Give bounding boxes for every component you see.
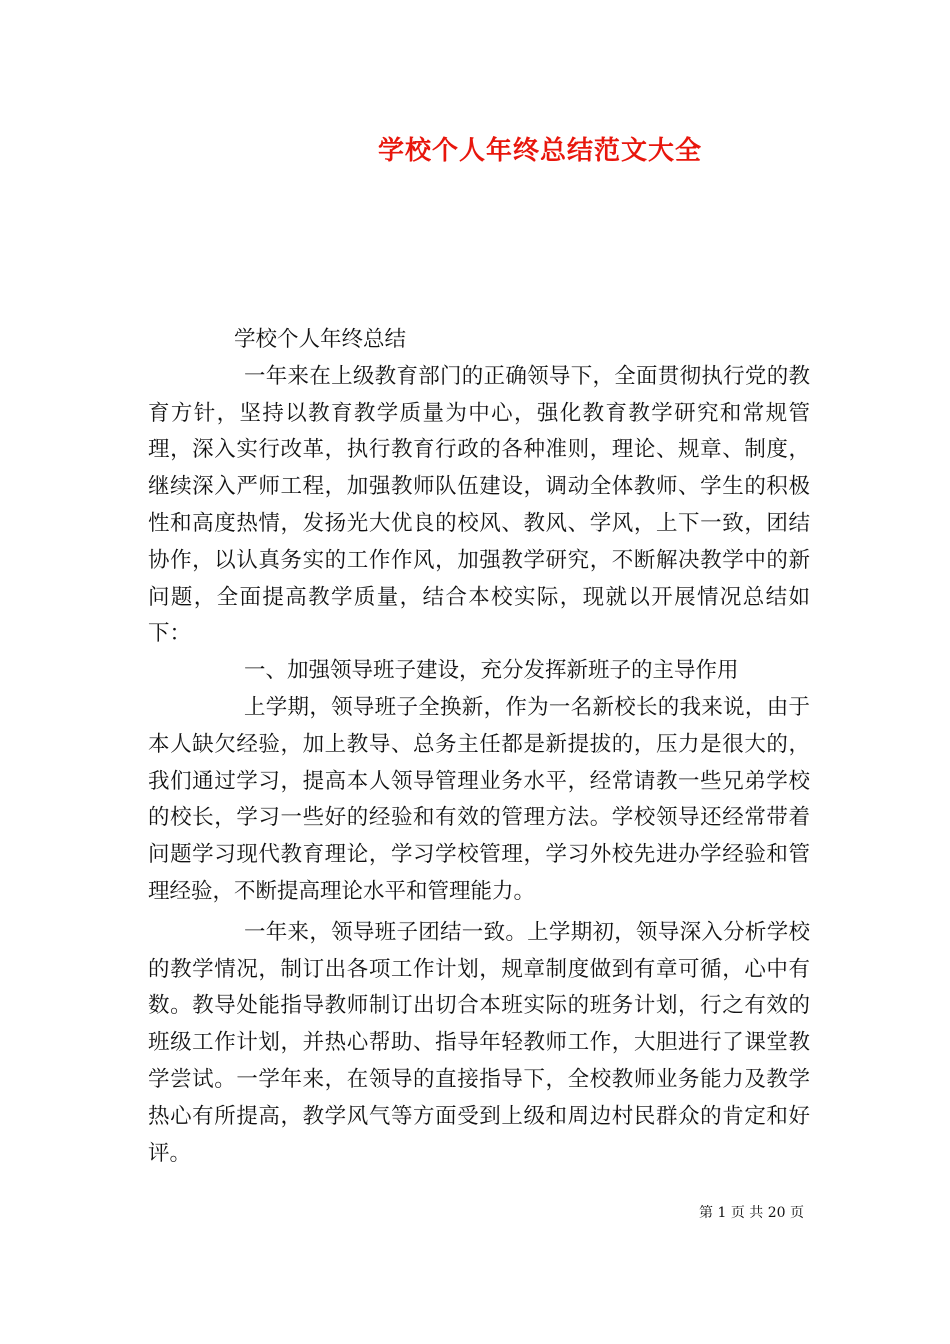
- body-paragraph: 上学期，领导班子全换新，作为一名新校长的我来说，由于本人缺欠经验，加上教导、总务主任都是新提拔的，压力是很大的，我们通过学习，提高本人领导管理业务水平，经常请教一些兄弟学校的校长，学习一些好的经验和有效的管理方法。学校领导还经常带着问题学习现代教育理论，学习学校管理，学习外校先进办学经验和管理经验，不断提高理论水平和管理能力。: [148, 694, 810, 904]
- document-title: 学校个人年终总结范文大全: [377, 136, 702, 166]
- body-paragraph: 一年来在上级教育部门的正确领导下，全面贯彻执行党的教育方针，坚持以教育教学质量为中心，强化教育教学研究和常规管理，深入实行改革，执行教育行政的各种准则，理论、规章、制度，继续深入严师工程，加强教师队伍建设，调动全体教师、学生的积极性和高度热情，发扬光大优良的校风、教风、学风，上下一致，团结协作，以认真务实的工作作风，加强教学研究，不断解决教学中的新问题，全面提高教学质量，结合本校实际，现就以开展情况总结如下：: [148, 363, 810, 647]
- section-heading: 一、加强领导班子建设，充分发挥新班子的主导作用: [244, 658, 739, 684]
- document-subtitle: 学校个人年终总结: [234, 327, 407, 352]
- document-body: [148, 322, 810, 1172]
- body-paragraph: 一年来，领导班子团结一致。上学期初，领导深入分析学校的教学情况，制订出各项工作计划，规章制度做到有章可循，心中有数。教导处能指导教师制订出切合本班实际的班务计划，行之有效的班级工作计划，并热心帮助、指导年轻教师工作，大胆进行了课堂教学尝试。一学年来，在领导的直接指导下，全校教师业务能力及教学热心有所提高，教学风气等方面受到上级和周边村民群众的肯定和好评。: [148, 919, 810, 1166]
- page-number: 第 1 页 共 20 页: [699, 1205, 804, 1221]
